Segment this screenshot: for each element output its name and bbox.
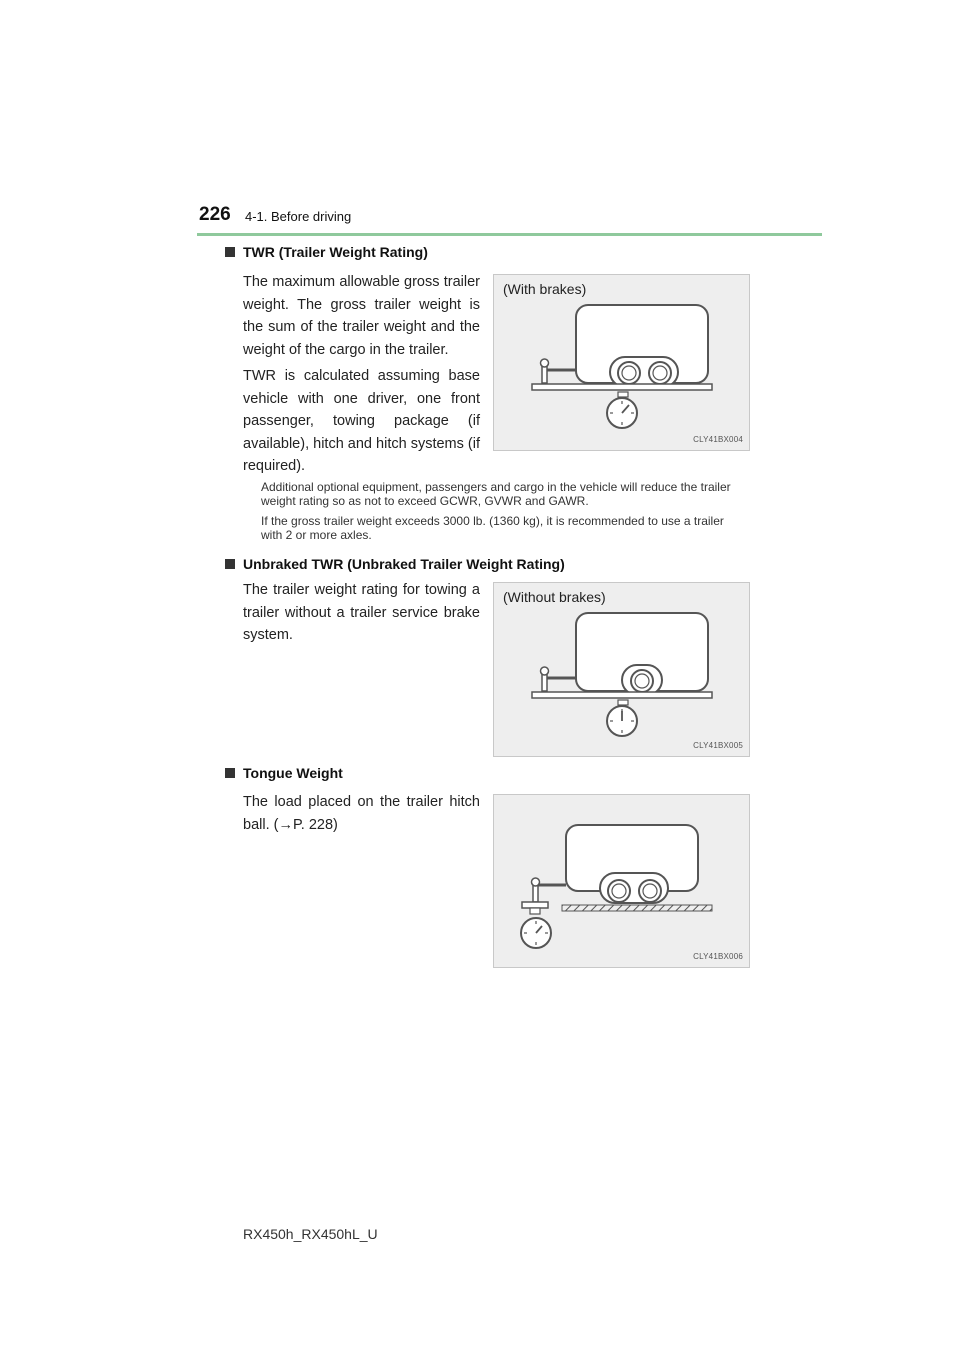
tongue-paragraph-1: The load placed on the trailer hitch ball. (→P. 228)	[243, 794, 480, 833]
square-bullet-icon	[225, 247, 235, 257]
heading-twr	[225, 244, 428, 260]
heading-twr-text: TWR (Trailer Weight Rating)	[243, 244, 428, 260]
unbraked-paragraph-1: The trailer weight rating for towing a trailer without a trailer service brake system.	[243, 582, 480, 643]
figure-code-tongue-weight: CLY41BX006	[693, 952, 743, 961]
figure-caption-without-brakes: (Without brakes)	[503, 589, 606, 605]
figure-without-brakes	[493, 582, 750, 757]
square-bullet-icon	[225, 559, 235, 569]
figure-code-with-brakes: CLY41BX004	[693, 435, 743, 444]
footer-model-code: RX450h_RX450hL_U	[243, 1226, 378, 1242]
heading-unbraked-twr-text: Unbraked TWR (Unbraked Trailer Weight Rating)	[243, 556, 565, 572]
square-bullet-icon	[225, 768, 235, 778]
twr-paragraph-2: TWR is calculated assuming base vehicle with one driver, one front passenger, towing package (if available), hitch and hitch systems (if required).	[243, 368, 480, 474]
trailer-single-axle-illustration	[494, 583, 751, 758]
twr-note-2: If the gross trailer weight exceeds 3000 lb. (1360 kg), it is recommended to use a trailer with 2 or more axles.	[261, 514, 724, 542]
unbraked-body	[243, 579, 480, 651]
tongue-body	[243, 791, 480, 840]
twr-paragraph-1: The maximum allowable gross trailer weight. The gross trailer weight is the sum of the trailer weight and the weight of the cargo in the trailer.	[243, 274, 480, 358]
section-title: 4-1. Before driving	[245, 209, 352, 224]
figure-tongue-weight	[493, 794, 750, 968]
twr-notes	[261, 480, 748, 548]
twr-body	[243, 271, 480, 482]
heading-tongue-weight-text: Tongue Weight	[243, 765, 343, 781]
trailer-tongue-weight-illustration	[494, 795, 751, 969]
trailer-two-axle-illustration	[494, 275, 751, 452]
header-divider	[197, 233, 822, 236]
heading-tongue-weight	[225, 765, 343, 781]
figure-code-without-brakes: CLY41BX005	[693, 741, 743, 750]
twr-note-1: Additional optional equipment, passengers and cargo in the vehicle will reduce the trailer weight rating so as not to exceed GCWR, GVWR and GAWR.	[261, 480, 731, 508]
figure-caption-with-brakes: (With brakes)	[503, 281, 587, 297]
figure-with-brakes	[493, 274, 750, 451]
page-number: 226	[199, 204, 231, 225]
heading-unbraked-twr	[225, 556, 565, 572]
